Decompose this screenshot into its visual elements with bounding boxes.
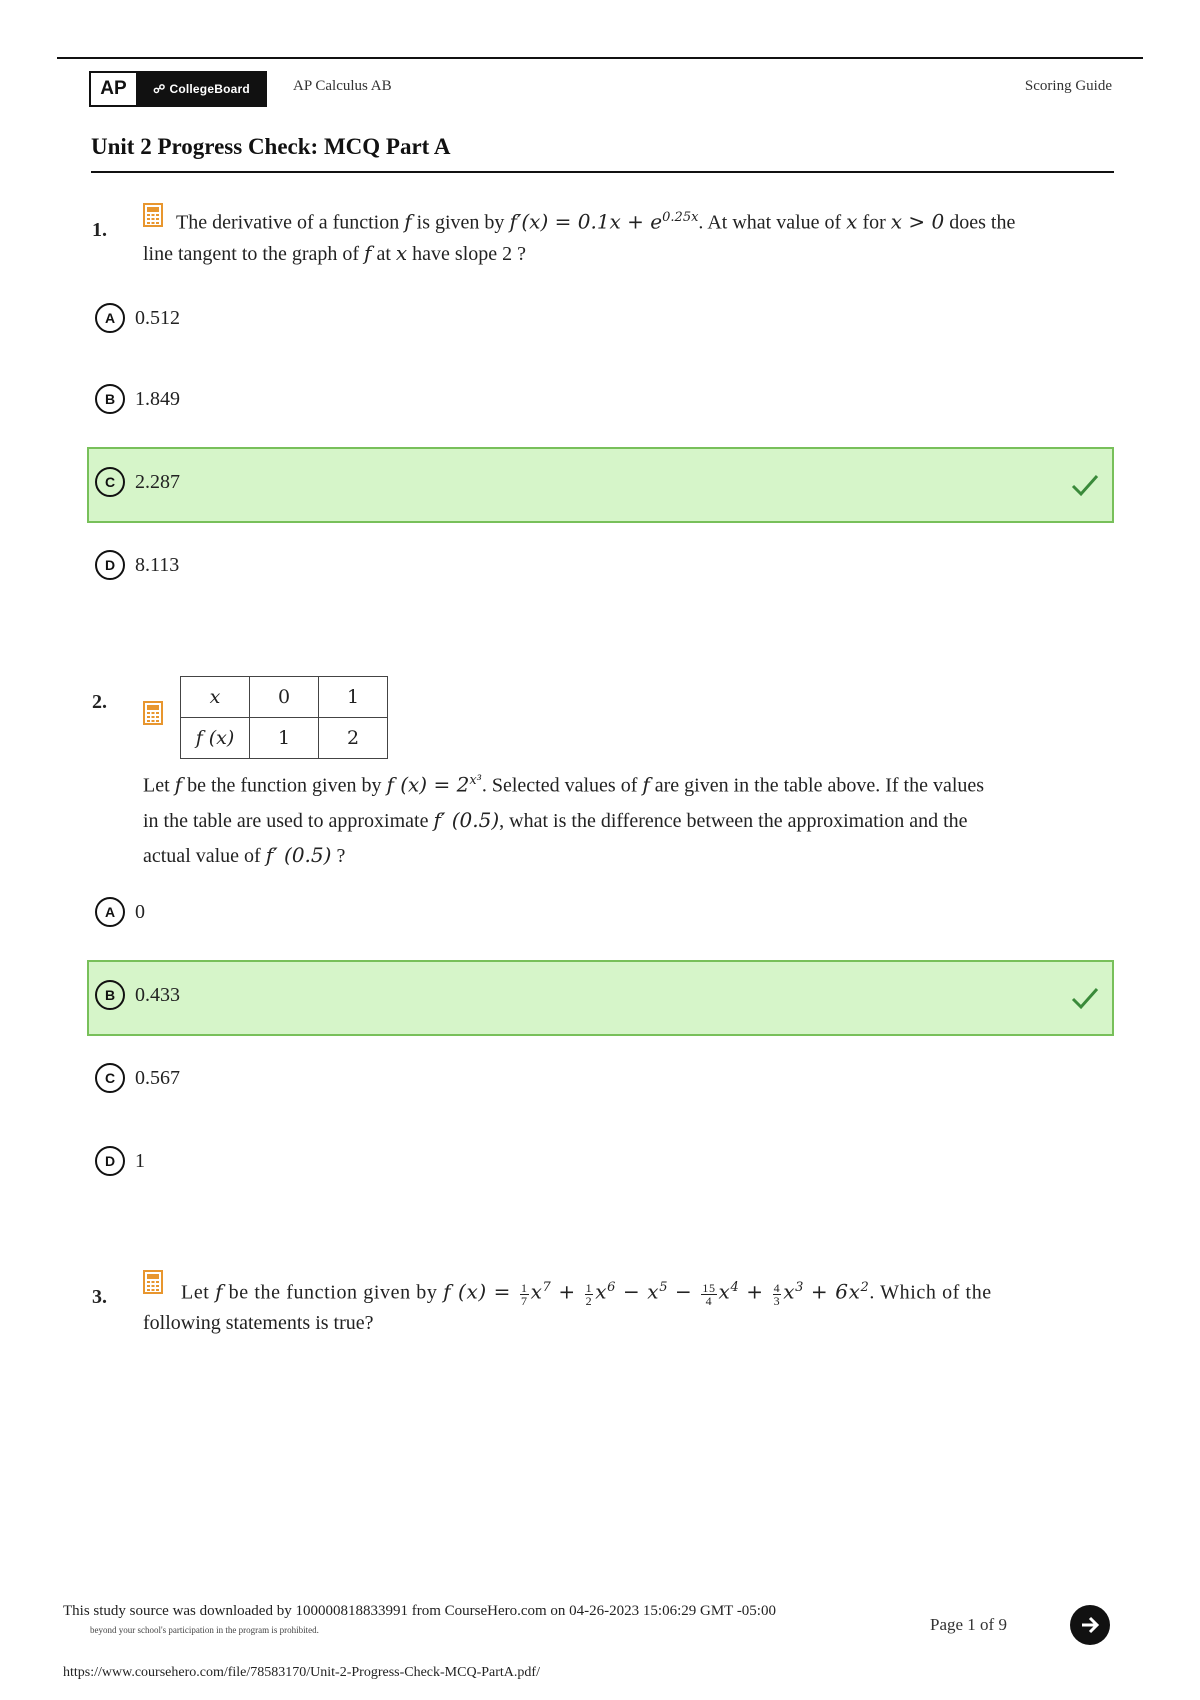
- source-url[interactable]: https://www.coursehero.com/file/78583170/Unit-2-Progress-Check-MCQ-PartA.pdf/: [63, 1665, 540, 1680]
- calculator-icon: [143, 701, 163, 725]
- table-cell: x: [181, 677, 250, 718]
- collegeboard-logo-text: CollegeBoard: [169, 82, 250, 96]
- calculator-icon: [143, 203, 163, 227]
- acorn-icon: ☍: [153, 82, 166, 96]
- answer-choice-c[interactable]: [95, 467, 180, 497]
- table-cell: 0: [250, 677, 319, 718]
- choice-bubble[interactable]: B: [95, 980, 125, 1010]
- choice-bubble[interactable]: C: [95, 1063, 125, 1093]
- choice-text: 2.287: [135, 470, 180, 493]
- question-text-line2: line tangent to the graph of f at x have slope 2 ?: [143, 241, 527, 265]
- choice-text: 0: [135, 900, 145, 923]
- choice-bubble[interactable]: A: [95, 303, 125, 333]
- question-text-line2: following statements is true?: [143, 1312, 374, 1334]
- choice-text: 8.113: [135, 553, 180, 576]
- correct-answer-highlight: [87, 447, 1114, 523]
- question-text-line2: in the table are used to approximate f′ (0.5), what is the difference between the approximation and the: [143, 807, 968, 832]
- fraction: $\frac{4}{3}$: [773, 1280, 781, 1308]
- table-row: [181, 677, 388, 718]
- choice-text: 0.567: [135, 1066, 180, 1089]
- collegeboard-logo: [138, 73, 265, 105]
- answer-choice-b[interactable]: [95, 980, 180, 1010]
- question-text-line1: Let f be the function given by f $(x) = 2^{x^3}$. Selected values of f are given in the table above. If the values: [143, 772, 985, 797]
- answer-choice-a[interactable]: [95, 897, 145, 927]
- table-row: [181, 718, 388, 759]
- checkmark-icon: [1070, 982, 1100, 1014]
- page-title: Unit 2 Progress Check: MCQ Part A: [91, 134, 451, 159]
- answer-choice-c[interactable]: [95, 1063, 180, 1093]
- choice-bubble[interactable]: D: [95, 1146, 125, 1176]
- question-number: 3.: [92, 1286, 107, 1308]
- download-notice: This study source was downloaded by 100000818833991 from CourseHero.com on 04-26-2023 15:06:29 GMT -05:00: [63, 1603, 776, 1619]
- calculator-icon: [143, 1270, 163, 1294]
- table-cell: 2: [319, 718, 388, 759]
- next-page-button[interactable]: [1070, 1605, 1110, 1645]
- ap-collegeboard-logo: [89, 71, 267, 107]
- arrow-right-icon: [1077, 1612, 1103, 1638]
- fraction: $\frac{1}{2}$: [585, 1280, 593, 1308]
- choice-text: 0.512: [135, 306, 180, 329]
- values-table: [180, 676, 388, 759]
- download-small-print: beyond your school's participation in the program is prohibited.: [90, 1625, 319, 1635]
- top-rule: [57, 57, 1143, 59]
- fraction: $\frac{15}{4}$: [702, 1280, 716, 1308]
- choice-text: 1: [135, 1149, 145, 1172]
- question-number: 2.: [92, 691, 107, 713]
- choice-text: 1.849: [135, 387, 180, 410]
- answer-choice-d[interactable]: [95, 1146, 145, 1176]
- course-name: AP Calculus AB: [293, 78, 392, 94]
- answer-choice-a[interactable]: [95, 303, 180, 333]
- ap-logo: AP: [91, 73, 138, 105]
- choice-bubble[interactable]: C: [95, 467, 125, 497]
- page-indicator: Page 1 of 9: [930, 1615, 1007, 1634]
- answer-choice-b[interactable]: [95, 384, 180, 414]
- question-text: [143, 764, 1118, 873]
- answer-choice-d[interactable]: [95, 550, 179, 580]
- choice-bubble[interactable]: D: [95, 550, 125, 580]
- question-text: The derivative of a function f is given by $f'(x) = 0.1x + e^{0.25x}$. At what value of x for x > 0 does the: [176, 209, 1016, 234]
- choice-text: 0.433: [135, 983, 180, 1006]
- table-cell: 1: [250, 718, 319, 759]
- question-text-line3: actual value of f′ (0.5) ?: [143, 842, 346, 867]
- scoring-guide-label: Scoring Guide: [1024, 78, 1112, 94]
- question-text: Let f be the function given by f (x) = $\frac{1}{7}$ $x^7$ + $\frac{1}{2}$ $x^6 - x^5$ − $\frac{15}{4}$ $x^4$ + $\frac{4}{3}$ $x^3 + 6x^2$. Which of the: [181, 1279, 992, 1308]
- title-rule: [91, 171, 1114, 173]
- choice-bubble[interactable]: B: [95, 384, 125, 414]
- fraction: $\frac{1}{7}$: [521, 1280, 528, 1308]
- question-number: 1.: [92, 219, 107, 241]
- table-cell: f (x): [181, 718, 250, 759]
- choice-bubble[interactable]: A: [95, 897, 125, 927]
- table-cell: 1: [319, 677, 388, 718]
- correct-answer-highlight: [87, 960, 1114, 1036]
- checkmark-icon: [1070, 469, 1100, 501]
